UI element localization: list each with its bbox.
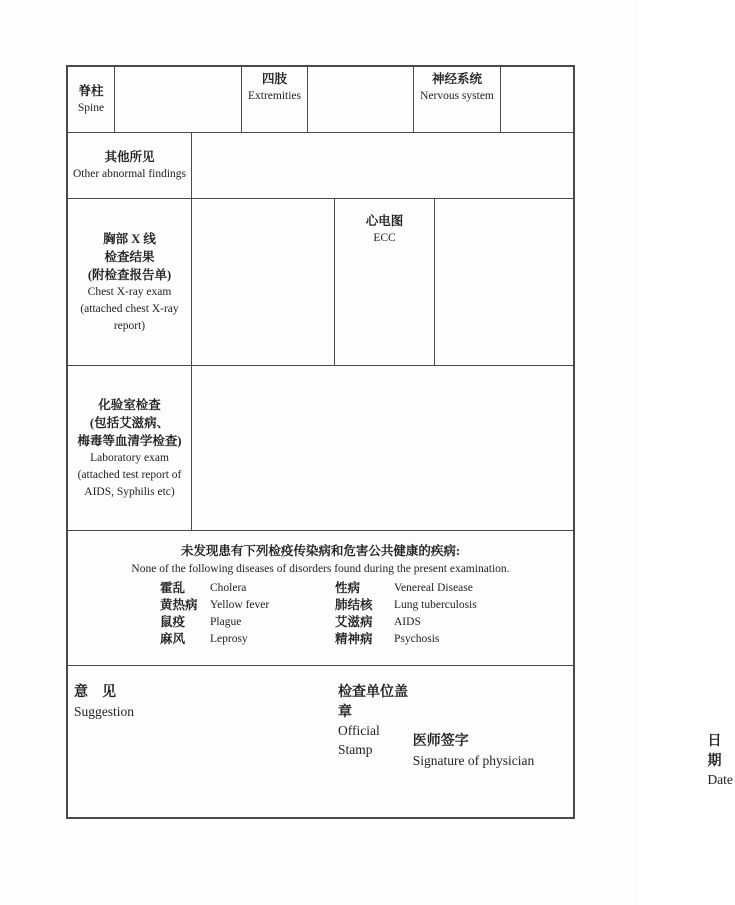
other-findings-label-zh: 其他所见 — [104, 150, 155, 165]
physician-signature-block — [413, 732, 708, 817]
other-findings-label-en: Other abnormal findings — [72, 168, 187, 181]
diseases-list-row — [68, 614, 573, 631]
extremities-label-en: Extremities — [247, 90, 301, 103]
spine-label-cell — [68, 67, 115, 132]
laboratory-result-cell — [192, 366, 573, 530]
diseases-list-row — [68, 597, 573, 614]
laboratory-label-zh-2: (包括艾滋病、 — [89, 415, 170, 430]
chest-xray-label-en-1: Chest X-ray exam — [87, 286, 172, 299]
chest-xray-label-zh-1: 胸部 X 线 — [103, 231, 156, 246]
nervous-system-label-en: Nervous system — [420, 90, 494, 103]
laboratory-label-en-3: AIDS, Syphilis etc) — [84, 485, 175, 498]
row-laboratory-exam — [68, 366, 573, 531]
laboratory-label-cell — [68, 366, 192, 530]
disease-en: AIDS — [394, 615, 421, 628]
ecc-label-cell — [335, 199, 435, 365]
date-block — [707, 732, 735, 817]
ecc-label-zh: 心电图 — [365, 214, 404, 228]
disease-en: Cholera — [210, 581, 247, 594]
other-findings-result-cell — [192, 133, 573, 198]
chest-xray-result-cell — [192, 199, 335, 365]
nervous-system-label-cell — [414, 67, 501, 132]
diseases-title-zh: 未发现患有下列检疫传染病和危害公共健康的疾病: — [180, 544, 461, 558]
disease-zh: 鼠疫 — [160, 614, 186, 629]
extremities-result-cell — [308, 67, 414, 132]
extremities-label-zh: 四肢 — [261, 72, 287, 86]
row-other-findings — [68, 133, 573, 199]
ecc-result-cell — [435, 199, 573, 365]
disease-en: Venereal Disease — [394, 581, 473, 594]
disease-en: Psychosis — [394, 632, 440, 645]
disease-zh: 艾滋病 — [335, 614, 373, 629]
spine-result-cell — [115, 67, 242, 132]
row-spine-extremities-nervous — [68, 67, 573, 133]
disease-zh: 精神病 — [335, 631, 373, 646]
row-suggestion-signature — [68, 666, 733, 817]
disease-zh: 霍乱 — [160, 580, 186, 595]
spine-label-en: Spine — [77, 102, 105, 115]
disease-en: Yellow fever — [210, 598, 270, 611]
chest-xray-label-cell — [68, 199, 192, 365]
laboratory-label-zh-3: 梅毒等血清学检查) — [77, 434, 182, 449]
exam-form-table — [66, 65, 733, 819]
spine-label-zh: 脊柱 — [78, 84, 104, 99]
official-stamp-label-en: Official Stamp — [338, 723, 380, 758]
chest-xray-label-en-3: report) — [113, 319, 146, 332]
suggestion-label-zh: 意 见 — [74, 685, 116, 700]
row-chest-xray-ecc — [68, 199, 573, 366]
chest-xray-label-en-2: (attached chest X-ray — [80, 302, 179, 315]
laboratory-label-en-2: (attached test report of — [77, 468, 182, 481]
diseases-list — [68, 580, 573, 648]
physician-signature-label-zh: 医师签字 — [412, 734, 469, 749]
laboratory-label-zh-1: 化验室检查 — [98, 397, 161, 412]
disease-zh: 麻风 — [160, 631, 186, 646]
disease-en: Lung tuberculosis — [394, 598, 477, 611]
suggestion-stamp-row — [74, 683, 413, 817]
disease-zh: 性病 — [335, 580, 361, 595]
row-diseases-declaration — [68, 531, 573, 666]
official-stamp-label-zh: 检查单位盖章 — [338, 685, 409, 720]
physician-signature-label-en: Signature of physician — [412, 752, 535, 768]
disease-zh: 肺结核 — [335, 597, 373, 612]
nervous-system-result-cell — [501, 67, 573, 132]
laboratory-label-en-1: Laboratory exam — [90, 452, 169, 465]
chest-xray-label-zh-2: 检查结果 — [104, 249, 155, 264]
diseases-declaration-cell — [68, 543, 573, 665]
ecc-label-en: ECC — [373, 232, 396, 245]
nervous-system-label-zh: 神经系统 — [431, 72, 482, 86]
disease-en: Leprosy — [210, 632, 248, 645]
suggestion-label-en: Suggestion — [74, 703, 135, 719]
extremities-label-cell — [242, 67, 308, 132]
disease-en: Plague — [210, 615, 242, 628]
date-label-zh: 日期 — [707, 734, 722, 769]
diseases-list-row — [68, 631, 573, 648]
signature-date-row — [413, 732, 735, 817]
date-label-en: Date — [707, 772, 733, 788]
diseases-title-en: None of the following diseases of disorders found during the present examination. — [131, 562, 510, 575]
other-findings-label-cell — [68, 133, 192, 198]
disease-zh: 黄热病 — [160, 597, 198, 612]
suggestion-block — [74, 683, 338, 817]
chest-xray-label-zh-3: (附检查报告单) — [87, 268, 172, 283]
diseases-list-row — [68, 580, 573, 597]
official-stamp-block — [338, 683, 413, 817]
